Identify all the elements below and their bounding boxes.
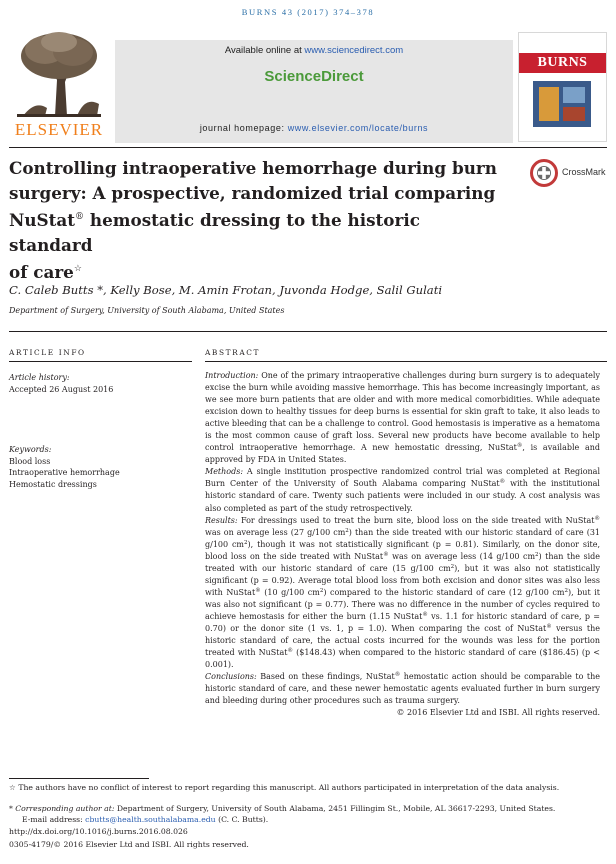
authors-divider (9, 331, 607, 332)
sciencedirect-banner (115, 40, 513, 143)
keywords-label: Keywords: (9, 445, 52, 454)
affiliation: Department of Surgery, University of South Alabama, United States (9, 306, 285, 315)
abstract-body (205, 370, 600, 719)
keyword-item: Blood loss (9, 456, 51, 466)
title-line-4: of care (9, 262, 74, 282)
header-divider (9, 147, 607, 148)
keyword-item: Hemostatic dressings (9, 479, 97, 489)
title-line-1: Controlling intraoperative hemorrhage during burn (9, 158, 497, 178)
title-footnote-star[interactable]: ☆ (73, 264, 82, 274)
abstract-conclusions: Conclusions: Based on these findings, NuStat® hemostatic action should be comparable to the historic standard of care, and these newer hemostatic agents evaluated further in burn surgery and bleeding during other procedures such as trauma surgery. (205, 672, 601, 706)
journal-homepage-link[interactable]: www.elsevier.com/locate/burns (287, 123, 429, 133)
journal-header (9, 30, 607, 144)
doi-link[interactable]: http://dx.doi.org/10.1016/j.burns.2016.08.026 (9, 827, 188, 836)
elsevier-wordmark: ELSEVIER (14, 120, 104, 139)
author-list: C. Caleb Butts *, Kelly Bose, M. Amin Frotan, Juvonda Hodge, Salil Gulati (9, 283, 443, 297)
keywords-block (9, 444, 189, 490)
crossmark-label: CrossMark (562, 167, 606, 177)
homepage-prefix: journal homepage: (199, 123, 285, 133)
abstract-introduction: Introduction: One of the primary intraoperative challenges during burn surgery is to adequately excise the burn while avoiding massive hemorrhage. This has become increasingly important, as we see more burn patients that are older and with more medical comorbidities. While adequate excision down to healthy tissues for deep burns is essential for skin graft to take, it also leads to active bleeding that can be a challenge to control. Good hemostasis is imperative as a hematoma is the most common cause of graft loss. Several new products have become available to help control intraoperative hemorrhage. A new hemostatic dressing, NuStat®, is available and approved by FDA in United States. (205, 371, 600, 465)
available-online-prefix: Available online at (224, 45, 302, 56)
abstract-methods: Methods: A single institution prospective randomized control trial was completed at Regional Burn Center of the University of South Alabama comparing NuStat® with the institutional historic standard of care. Twenty such patients were included in our study. A cost analysis was also completed as part of the study retrospectively. (205, 467, 600, 513)
footnote-divider (9, 778, 149, 779)
article-history (9, 372, 189, 395)
email-link[interactable]: cbutts@health.southalabama.edu (85, 815, 216, 824)
issn-copyright: 0305-4179/© 2016 Elsevier Ltd and ISBI. All rights reserved. (9, 840, 249, 849)
sciencedirect-logo[interactable]: ScienceDirect (264, 68, 364, 85)
abstract-heading: ABSTRACT (205, 348, 261, 357)
journal-homepage-line (115, 123, 513, 133)
abstract-copyright: © 2016 Elsevier Ltd and ISBI. All rights reserved. (396, 708, 600, 718)
title-line-3a: NuStat (9, 210, 76, 230)
crossmark-icon (530, 159, 558, 187)
sciencedirect-link[interactable]: www.sciencedirect.com (304, 45, 404, 56)
keyword-item: Intraoperative hemorrhage (9, 468, 120, 478)
registered-mark: ® (75, 212, 85, 222)
footnote-email: E-mail address: cbutts@health.southalabama.edu (C. C. Butts). (22, 815, 269, 824)
history-label: Article history: (9, 373, 70, 382)
cover-image-icon (533, 81, 591, 127)
article-info-rule (9, 361, 192, 362)
abstract-rule (205, 361, 607, 362)
crossmark-badge[interactable] (530, 160, 610, 186)
history-accepted: Accepted 26 August 2016 (9, 384, 114, 394)
elsevier-logo[interactable] (9, 30, 109, 142)
title-line-2: surgery: A prospective, randomized trial comparing (9, 182, 496, 203)
footnote-conflict: ☆ The authors have no conflict of interest to report regarding this manuscript. All authors participated in interpretation of the data analysis. (9, 783, 560, 792)
journal-cover-thumbnail[interactable] (518, 32, 607, 142)
available-online-line (115, 45, 513, 56)
article-title (9, 156, 509, 285)
abstract-results: Results: For dressings used to treat the burn site, blood loss on the side treated with NuStat® was on average less (27 g/100 $cm^2$) than the side treated with our historic standard of care (31 g/100 $cm^2$), though it was not statistically significant (p = 0.81). Similarly, on the donor site, blood loss on the side treated with NuStat® was on average less (14 g/100 $cm^2$) than the side treated with our historic standard of care (15 g/100 $cm^2$), but it was also not statistically significant (p = 0.92). Average total blood loss from both excision and donor sites was also less with NuStat® (10 g/100 $cm^2$) compared to the historic standard of care (12 g/100 $cm^2$), but it was also not significant (p = 0.77). There was no difference in the number of cycles required to achieve hemostasis for either the burn (1.15 NuStat® vs. 1.1 for historic standard of care, p = 0.70) or the donor site (1 vs. 1, p = 1.0). When comparing the cost of NuStat® versus the historic standard of care, the actual costs incurred for the wounds was less for the portion treated with NuStat® ($148.43) when compared to the historic standard of care ($186.45) (p < 0.001). (205, 515, 601, 670)
title-line-3b: hemostatic dressing to the historic standard (9, 210, 420, 255)
footnote-corresponding: * Corresponding author at: Department of Surgery, University of South Alabama, 2451 Fillingim St., Mobile, AL 36617-2293, United States. (9, 804, 556, 813)
article-info-heading: ARTICLE INFO (9, 348, 86, 357)
journal-citation: BURNS 43 (2017) 374–378 (241, 7, 375, 17)
cover-title: BURNS (519, 53, 606, 73)
elsevier-tree-icon (15, 30, 103, 118)
